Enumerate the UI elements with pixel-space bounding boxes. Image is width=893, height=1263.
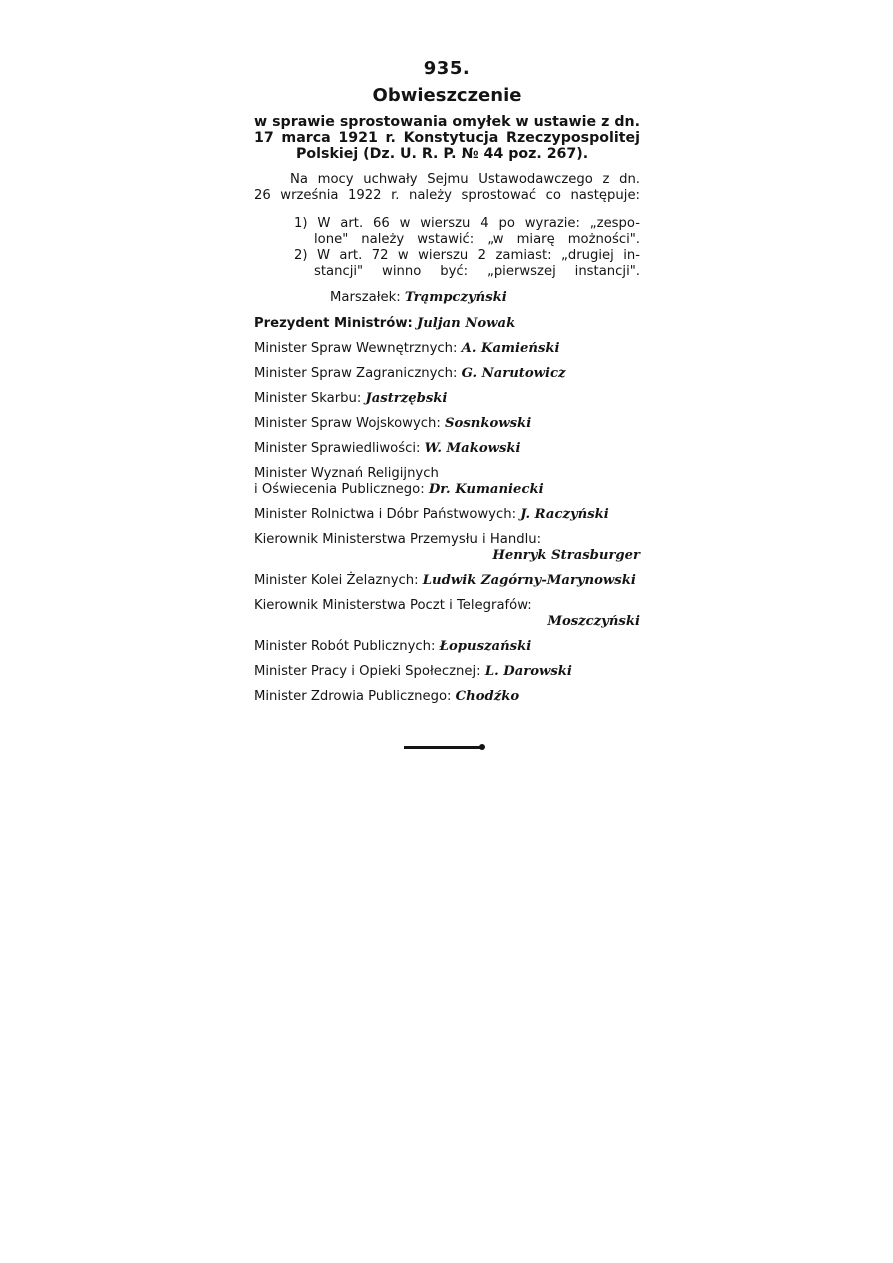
signature-name: J. Raczyński — [520, 507, 609, 522]
signature-title: Minister Spraw Wewnętrznych: — [254, 341, 458, 356]
marshal-label: Marszałek: — [330, 290, 401, 305]
signature-name: Jastrzębski — [365, 391, 448, 406]
signature-line — [254, 532, 640, 564]
signature-name: Dr. Kumaniecki — [428, 482, 544, 497]
section-divider — [404, 746, 482, 749]
signature-title: Minister Skarbu: — [254, 391, 362, 406]
correction-line: 1) W art. 66 w wierszu 4 po wyrazie: „zespo- — [294, 216, 640, 231]
page-number: 935. — [423, 58, 471, 79]
signature-line — [254, 341, 640, 357]
signature-line — [254, 466, 640, 498]
document-subtitle — [254, 114, 640, 162]
signature-title: Kierownik Ministerstwa Przemysłu i Handlu: — [254, 532, 542, 547]
correction-line: 2) W art. 72 w wierszu 2 zamiast: „drugiej in- — [294, 248, 640, 263]
signature-title: Minister Spraw Zagranicznych: — [254, 366, 458, 381]
correction-item — [294, 216, 640, 248]
subtitle-line: w sprawie sprostowania omyłek w ustawie z dn. — [254, 114, 640, 130]
subtitle-line: Polskiej (Dz. U. R. P. № 44 poz. 267). — [296, 146, 589, 162]
signature-line — [254, 416, 640, 432]
signature-name: Juljan Nowak — [416, 316, 516, 331]
signature-name: W. Makowski — [424, 441, 521, 456]
correction-line: lone" należy wstawić: „w miarę możności". — [314, 232, 640, 247]
signature-title: Minister Spraw Wojskowych: — [254, 416, 441, 431]
document-title: Obwieszczenie — [372, 85, 522, 106]
signature-line — [254, 573, 640, 589]
correction-line: stancji" winno być: „pierwszej instancji". — [314, 264, 640, 279]
signature-name: Ludwik Zagórny-Marynowski — [422, 573, 636, 588]
signature-name: A. Kamieński — [461, 341, 560, 356]
signature-title: Minister Kolei Żelaznych: — [254, 573, 419, 588]
signature-line — [254, 366, 640, 382]
signature-name: L. Darowski — [484, 664, 572, 679]
signature-title: Minister Pracy i Opieki Społecznej: — [254, 664, 481, 679]
intro-line: Na mocy uchwały Sejmu Ustawodawczego z dn. — [290, 172, 640, 187]
intro-line: 26 września 1922 r. należy sprostować co następuje: — [254, 188, 640, 203]
signature-name: G. Narutowicz — [461, 366, 566, 381]
intro-paragraph — [254, 172, 640, 204]
signature-name: Moszczyński — [547, 614, 640, 629]
signature-title: Kierownik Ministerstwa Poczt i Telegrafów: — [254, 598, 532, 613]
signature-line — [254, 316, 640, 332]
signature-title: i Oświecenia Publicznego: — [254, 482, 425, 497]
signature-line — [254, 639, 640, 655]
divider-end-mark — [479, 744, 485, 750]
signature-line — [254, 664, 640, 680]
signature-name: Chodźko — [455, 689, 520, 704]
document-page — [254, 58, 640, 714]
signature-title-line: Minister Wyznań Religijnych — [254, 466, 439, 481]
marshal-name: Trąmpczyński — [404, 290, 507, 305]
signature-name: Sosnkowski — [445, 416, 532, 431]
subtitle-line: 17 marca 1921 r. Konstytucja Rzeczypospolitej — [254, 130, 640, 146]
marshal-signature — [254, 290, 640, 306]
signature-title: Minister Robót Publicznych: — [254, 639, 436, 654]
signature-line — [254, 391, 640, 407]
signature-line — [254, 689, 640, 705]
signature-line — [254, 598, 640, 630]
signature-line — [254, 441, 640, 457]
correction-item — [294, 248, 640, 280]
signature-name: Łopuszański — [439, 639, 532, 654]
signature-title: Minister Rolnictwa i Dóbr Państwowych: — [254, 507, 517, 522]
signature-title: Prezydent Ministrów: — [254, 316, 413, 331]
signature-title: Minister Sprawiedliwości: — [254, 441, 421, 456]
corrections-list — [254, 216, 640, 280]
signature-title: Minister Zdrowia Publicznego: — [254, 689, 452, 704]
signature-name: Henryk Strasburger — [492, 548, 640, 563]
signature-line — [254, 507, 640, 523]
